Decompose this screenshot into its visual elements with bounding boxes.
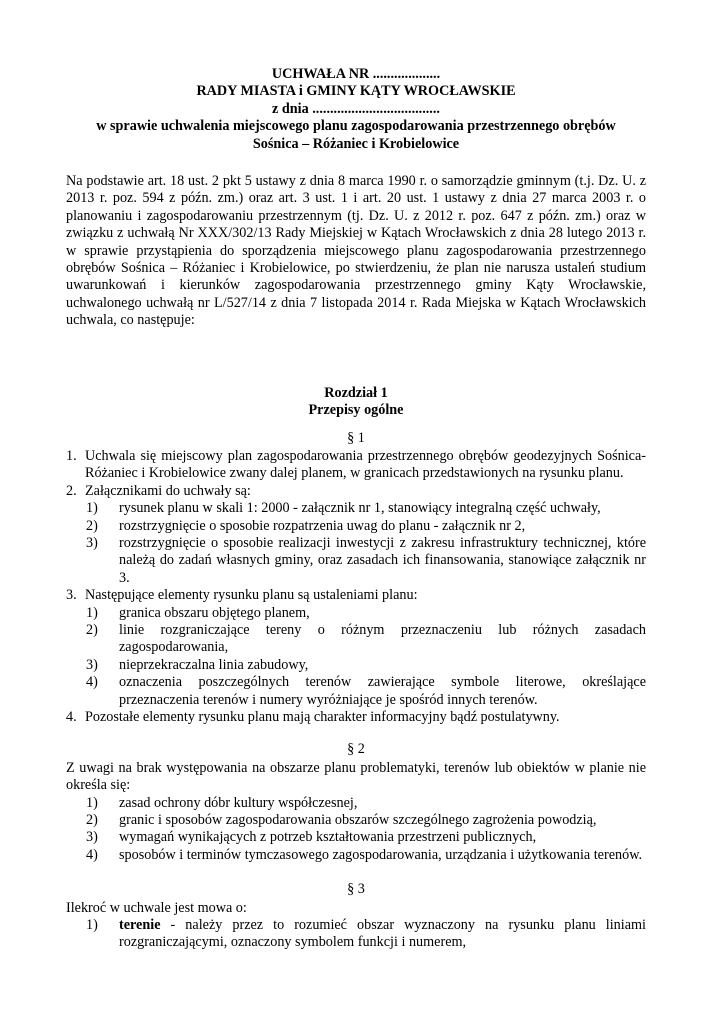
item-number: 3) <box>86 656 98 673</box>
list-item <box>66 847 646 864</box>
item-text: wymagań wynikających z potrzeb kształtowania przestrzeni publicznych, <box>119 829 537 846</box>
section-3-heading: § 3 <box>347 881 365 898</box>
chapter-subtitle: Przepisy ogólne <box>308 402 404 419</box>
section-1-list <box>66 448 646 727</box>
list-item <box>66 535 646 587</box>
resolution-date: z dnia .................................... <box>272 100 440 117</box>
section-2-heading: § 2 <box>347 741 365 758</box>
section-2-list <box>66 795 646 865</box>
list-item <box>66 500 646 517</box>
item-text: linie rozgraniczające tereny o różnym przeznaczeniu lub różnych zasadach zagospodarowania, <box>119 621 646 656</box>
list-item <box>66 483 646 500</box>
list-item <box>66 587 646 604</box>
item-number: 4. <box>66 709 77 725</box>
item-number: 4) <box>86 674 98 691</box>
list-item <box>66 829 646 846</box>
item-number: 1. <box>66 447 77 464</box>
item-number: 2) <box>86 517 98 534</box>
item-text: sposobów i terminów tymczasowego zagospodarowania, urządzania i użytkowania terenów. <box>119 846 643 863</box>
list-item <box>66 795 646 812</box>
definitions-list <box>66 917 646 952</box>
list-item <box>66 709 646 726</box>
item-text: zasad ochrony dóbr kultury współczesnej, <box>119 794 358 811</box>
item-text: - należy przez to rozumieć obszar wyznaczony na rysunku planu liniami rozgraniczającymi, oznaczony symbolem funkcji i numerem, <box>119 917 646 951</box>
list-item <box>66 812 646 829</box>
item-text: Następujące elementy rysunku planu są ustaleniami planu: <box>85 587 418 604</box>
list-item <box>66 674 646 709</box>
sub-list-container <box>66 605 646 709</box>
item-number: 1) <box>86 604 98 621</box>
item-number: 1) <box>86 500 98 517</box>
item-text: rozstrzygnięcie o sposobie realizacji inwestycji z zakresu infrastruktury technicznej, które należą do zadań własnych gminy, oraz zasadach ich finansowania, stanowiące załącznik nr 3. <box>119 534 646 586</box>
item-number: 4) <box>86 846 98 863</box>
item-number: 2. <box>66 482 77 499</box>
legal-basis-paragraph: Na podstawie art. 18 ust. 2 pkt 5 ustawy z dnia 8 marca 1990 r. o samorządzie gminnym (t.j. Dz. U. z 2013 r. poz. 594 z późn. zm.) oraz art. 3 ust. 1 i art. 20 ust. 1 ustawy z dnia 27 marca 2003 r. o planowaniu i zagospodarowaniu przestrzennym (tj. Dz. U. z 2012 r. poz. 647 z późn. zm.) oraz w związku z uchwałą Nr XXX/302/13 Rady Miejskiej w Kątach Wrocławskich z dnia 28 lutego 2013 r. w sprawie przystąpienia do sporządzenia miejscowego planu zagospodarowania przestrzennego obrębów Sośnica – Różaniec i Krobielowice, po stwierdzeniu, że plan nie narusza ustaleń studium uwarunkowań i kierunków zagospodarowania przestrzennego gminy Kąty Wrocławskie, uchwalonego uchwałą nr L/527/14 z dnia 7 listopada 2014 r. Rada Miejska w Kątach Wrocławskich uchwala, co następuje: <box>66 173 646 329</box>
sub-list-container <box>66 500 646 587</box>
section-1-heading: § 1 <box>347 429 365 446</box>
list-item <box>66 657 646 674</box>
list-item <box>66 448 646 483</box>
list-item <box>66 518 646 535</box>
list-item <box>66 605 646 622</box>
resolution-number: UCHWAŁA NR ................... <box>271 66 441 82</box>
list-item <box>66 622 646 657</box>
item-text: Załącznikami do uchwały są: <box>85 482 251 499</box>
resolution-subject: w sprawie uchwalenia miejscowego planu zagospodarowania przestrzennego obrębów <box>96 118 616 135</box>
item-text: granica obszaru objętego planem, <box>119 604 310 621</box>
item-number: 2) <box>86 621 98 638</box>
plan-elements-list <box>66 605 646 709</box>
item-number: 3) <box>86 534 98 551</box>
resolution-header <box>66 66 646 153</box>
item-text: oznaczenia poszczególnych terenów zawierające symbole literowe, określające przeznaczenia terenów i numery wyróżniające je spośród innych terenów. <box>119 674 646 708</box>
item-text: Uchwala się miejscowy plan zagospodarowania przestrzennego obrębów geodezyjnych Sośnica-Różaniec i Krobielowice zwany dalej planem, w granicach przedstawionych na rysunku planu. <box>85 447 646 482</box>
item-number: 2) <box>86 812 98 829</box>
attachments-list <box>66 500 646 587</box>
chapter-heading <box>66 385 646 420</box>
item-number: 3. <box>66 587 77 604</box>
item-text: rozstrzygnięcie o sposobie rozpatrzenia uwag do planu - załącznik nr 2, <box>119 517 526 534</box>
section-3-intro: Ilekroć w uchwale jest mowa o: <box>66 899 247 916</box>
item-text: rysunek planu w skali 1: 2000 - załącznik nr 1, stanowiący integralną część uchwały, <box>119 500 601 517</box>
item-number: 3) <box>86 829 98 846</box>
resolution-subject-area: Sośnica – Różaniec i Krobielowice <box>252 135 460 152</box>
item-text: granic i sposobów zagospodarowania obszarów szczególnego zagrożenia powodzią, <box>119 812 597 829</box>
defined-term: terenie <box>119 917 161 934</box>
section-2-intro: Z uwagi na brak występowania na obszarze planu problematyki, terenów lub obiektów w planie nie określa się: <box>66 759 646 794</box>
item-number: 1) <box>86 917 98 934</box>
document-page <box>66 66 646 952</box>
list-item <box>66 917 646 952</box>
chapter-title: Rozdział 1 <box>324 384 388 401</box>
item-text: nieprzekraczalna linia zabudowy, <box>119 656 309 673</box>
item-number: 1) <box>86 794 98 811</box>
item-text: Pozostałe elementy rysunku planu mają charakter informacyjny bądź postulatywny. <box>85 709 560 725</box>
council-name: RADY MIASTA i GMINY KĄTY WROCŁAWSKIE <box>196 83 516 100</box>
